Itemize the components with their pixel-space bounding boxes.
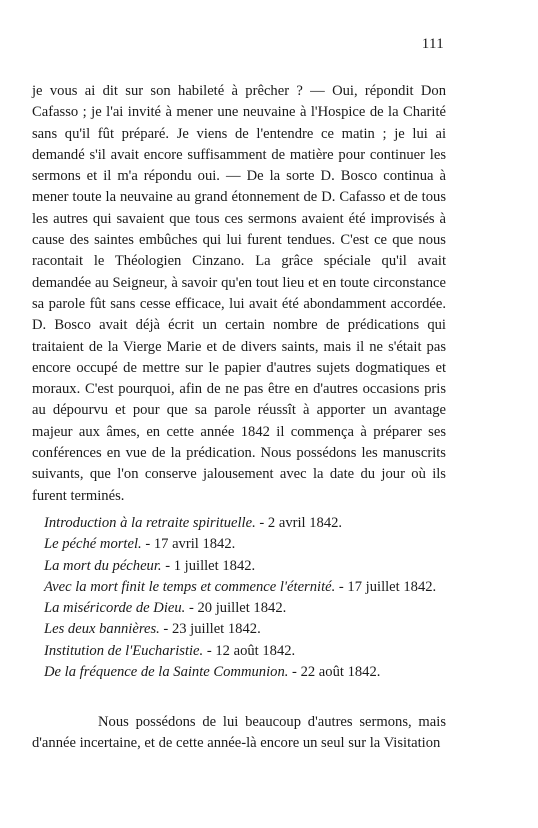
work-title: Le péché mortel.	[44, 536, 142, 553]
work-title: Introduction à la retraite spirituelle.	[44, 515, 256, 531]
main-paragraph: je vous ai dit sur son habileté à prêcher ? — Oui, répondit Don Cafasso ; je l'ai invité à mener une neuvaine à l'Hospice de la Charité sans qu'il fût préparé. Je viens de l'entendre ce matin ; je lui ai demandé s'il avait encore suffisamment de matière pour continuer les sermons et il m'a répondu oui. — De la sorte D. Bosco continua à mener toute la neuvaine au grand étonnement de D. Cafasso et de tous les autres qui savaient que tous ces sermons avaient été improvisés à cause des saintes embûches qui lui furent tendues. C'est ce que nous racontait le Théologien Cinzano. La grâce spéciale qu'il avait demandée au Seigneur, à savoir qu'en tout lieu et en toute circonstance sa parole fût sans cesse efficace, lui avait été abondamment accordée. D. Bosco avait déjà écrit un certain nombre de prédications qui traitaient de la Vierge Marie et de divers saints, mais il ne s'était pas encore occupé de mettre sur le papier d'autres sujets dogmatiques et moraux. C'est pourquoi, afin de ne pas être en d'autres occasions pris au dépourvu et pour que sa parole réussît à apporter un avantage majeur aux âmes, en cette année 1842 il commença à préparer ses conférences en vue de la prédication. Nous possédons les manuscrits suivants, que l'on conserve jalousement avec la date du jour où ils furent terminés.	[32, 83, 446, 504]
list-item	[32, 556, 446, 577]
list-item	[32, 534, 446, 555]
list-item	[32, 641, 446, 662]
work-title: De la fréquence de la Sainte Communion.	[44, 664, 289, 681]
work-date: - 23 juillet 1842.	[159, 621, 261, 638]
work-date: - 20 juillet 1842.	[185, 600, 287, 617]
list-item	[32, 598, 446, 619]
work-title: La miséricorde de Dieu.	[44, 600, 186, 617]
works-list	[32, 513, 446, 683]
work-title: Les deux bannières.	[44, 621, 160, 638]
list-item	[32, 619, 446, 640]
work-title: Institution de l'Eucharistie.	[44, 642, 204, 659]
list-item	[32, 513, 446, 534]
work-date: - 17 avril 1842.	[141, 536, 236, 553]
list-item	[32, 577, 446, 598]
work-title: La mort du pécheur.	[44, 557, 162, 574]
work-date: - 1 juillet 1842.	[161, 557, 256, 574]
work-date: - 2 avril 1842.	[255, 515, 343, 531]
work-title: Avec la mort finit le temps et commence l'éternité.	[44, 578, 336, 595]
bottom-paragraph: Nous possédons de lui beaucoup d'autres sermons, mais d'année incertaine, et de cette année-là encore un seul sur la Visitation	[32, 714, 446, 752]
list-item	[32, 662, 446, 683]
work-date: - 17 juillet 1842.	[335, 578, 437, 595]
work-date: - 12 août 1842.	[203, 642, 296, 659]
work-date: - 22 août 1842.	[288, 664, 381, 681]
page-number: 111	[421, 36, 444, 52]
